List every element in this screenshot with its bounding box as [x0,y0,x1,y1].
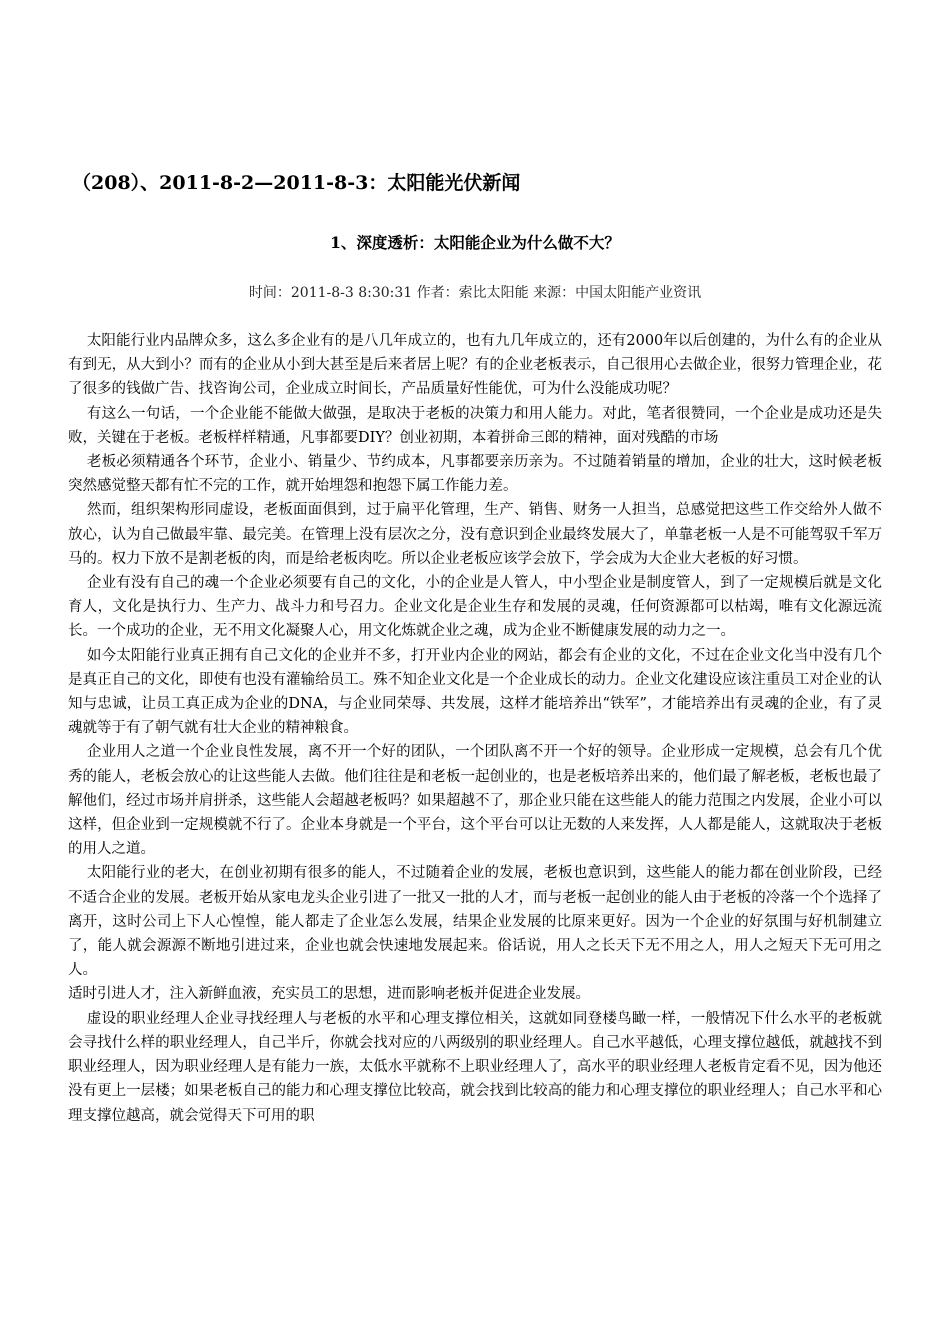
paragraph: 太阳能行业的老大，在创业初期有很多的能人，不过随着企业的发展，老板也意识到，这些能人的能力都在创业阶段，已经不适合企业的发展。老板开始从家电龙头企业引进了一批又一批的人才，而与老板一起创业的能人由于老板的冷落一个个选择了离开，这时公司上下人心惶惶，能人都走了企业怎么发展，结果企业发展的比原来更好。因为一个企业的好氛围与好机制建立了，能人就会源源不断地引进过来，企业也就会快速地发展起来。俗话说，用人之长天下无不用之人，用人之短天下无可用之人。 [68,865,882,979]
paragraph: 虚设的职业经理人企业寻找经理人与老板的水平和心理支撑位相关，这就如同登楼鸟瞰一样，一般情况下什么水平的老板就会寻找什么样的职业经理人，自己半斤，你就会找对应的八两级别的职业经理人。自己水平越低，心理支撑位越低，就越找不到职业经理人，因为职业经理人是有能力一族，太低水平就称不上职业经理人了，高水平的职业经理人老板肯定看不见，因为他还没有更上一层楼；如果老板自己的能力和心理支撑位比较高，就会找到比较高的能力和心理支撑位的职业经理人；自己水平和心理支撑位越高，就会觉得天下可用的职 [68,1010,882,1124]
document-title: （208）、2011-8-2—2011-8-3：太阳能光伏新闻 [72,172,521,194]
paragraph: 老板必须精通各个环节，企业小、销量少、节约成本，凡事都要亲历亲为。不过随着销量的增加，企业的壮大，这时候老板突然感觉整天都有忙不完的工作，就开始埋怨和抱怨下属工作能力差。 [68,454,882,495]
paragraph: 企业有没有自己的魂一个企业必须要有自己的文化，小的企业是人管人，中小型企业是制度管人，到了一定规模后就是文化育人，文化是执行力、生产力、战斗力和号召力。企业文化是企业生存和发展的灵魂，任何资源都可以枯竭，唯有文化源远流长。一个成功的企业，无不用文化凝聚人心，用文化炼就企业之魂，成为企业不断健康发展的动力之一。 [68,575,882,640]
article-body [68,329,882,1128]
article-title: 1、深度透析：太阳能企业为什么做不大？ [330,233,620,252]
paragraph: 太阳能行业内品牌众多，这么多企业有的是八几年成立的，也有九几年成立的，还有2000年以后创建的，为什么有的企业从有到无，从大到小？而有的企业从小到大甚至是后来者居上呢？有的企业老板表示，自己很用心去做企业，很努力管理企业，花了很多的钱做广告、找咨询公司，企业成立时间长，产品质量好性能优，可为什么没能成功呢？ [68,333,882,398]
paragraph: 如今太阳能行业真正拥有自己文化的企业并不多，打开业内企业的网站，都会有企业的文化，不过在企业文化当中没有几个是真正自己的文化，即使有也没有灌输给员工。殊不知企业文化是一个企业成长的动力。企业文化建设应该注重员工对企业的认知与忠诚，让员工真正成为企业的DNA，与企业同荣辱、共发展，这样才能培养出“铁军”，才能培养出有灵魂的企业，有了灵魂就等于有了朝气就有壮大企业的精神粮食。 [68,647,882,737]
article-meta: 时间：2011-8-3 8:30:31 作者：索比太阳能 来源：中国太阳能产业资讯 [248,285,702,301]
paragraph: 适时引进人才，注入新鲜血液，充实员工的思想，进而影响老板并促进企业发展。 [68,986,590,1003]
paragraph: 企业用人之道一个企业良性发展，离不开一个好的团队，一个团队离不开一个好的领导。企业形成一定规模，总会有几个优秀的能人，老板会放心的让这些能人去做。他们往往是和老板一起创业的，也是老板培养出来的，他们最了解老板，老板也最了解他们，经过市场并肩拼杀，这些能人会超越老板吗？如果超越不了，那企业只能在这些能人的能力范围之内发展，企业小可以这样，但企业到一定规模就不行了。企业本身就是一个平台，这个平台可以让无数的人来发挥，人人都是能人，这就取决于老板的用人之道。 [68,744,882,858]
paragraph: 有这么一句话，一个企业能不能做大做强，是取决于老板的决策力和用人能力。对此，笔者很赞同，一个企业是成功还是失败，关键在于老板。老板样样精通，凡事都要DIY？创业初期，本着拼命三郎的精神，面对残酷的市场 [68,405,882,446]
paragraph: 然而，组织架构形同虚设，老板面面俱到，过于扁平化管理，生产、销售、财务一人担当，总感觉把这些工作交给外人做不放心，认为自己做最牢靠、最完美。在管理上没有层次之分，没有意识到企业最终发展大了，单靠老板一人是不可能驾驭千军万马的。权力下放不是割老板的肉，而是给老板肉吃。所以企业老板应该学会放下，学会成为大企业大老板的好习惯。 [68,502,882,567]
